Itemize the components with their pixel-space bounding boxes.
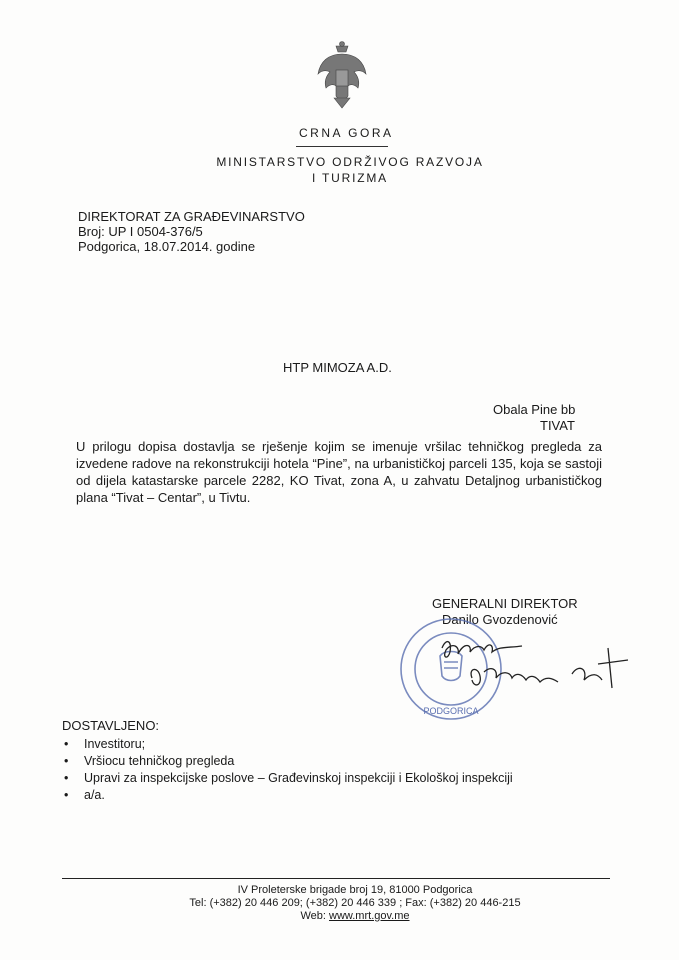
website-link[interactable]: www.mrt.gov.me — [329, 910, 410, 922]
directorate-name: DIREKTORAT ZA GRAĐEVINARSTVO — [78, 209, 305, 224]
list-item: • Vršiocu tehničkog pregleda — [62, 753, 513, 770]
handwritten-signature — [412, 628, 642, 718]
stamp-label: PODGORICA — [423, 706, 479, 716]
ministry-line-1: MINISTARSTVO ODRŽIVOG RAZVOJA — [216, 155, 484, 169]
signatory-title: GENERALNI DIREKTOR — [432, 596, 578, 611]
footer-web — [150, 910, 560, 923]
footer-phones: Tel: (+382) 20 446 209; (+382) 20 446 339 ; Fax: (+382) 20 446-215 — [189, 897, 521, 909]
header-divider — [296, 146, 388, 147]
footer — [150, 884, 560, 923]
recipient-address-line-1: Obala Pine bb — [493, 402, 576, 417]
ministry-name — [205, 154, 495, 186]
list-item: • a/a. — [62, 787, 513, 804]
signatory-name: Danilo Gvozdenović — [442, 612, 558, 627]
footer-web-label: Web: — [300, 910, 326, 922]
place-date: Podgorica, 18.07.2014. godine — [78, 239, 256, 254]
recipient-address-line-2: TIVAT — [540, 418, 575, 433]
document-number: Broj: UP I 0504-376/5 — [78, 224, 203, 239]
reference-block — [78, 209, 305, 254]
ministry-line-2: I TURIZMA — [312, 171, 388, 185]
letter-body: U prilogu dopisa dostavlja se rješenje kojim se imenuje vršilac tehničkog pregleda za izvedene radove na rekonstrukciji hotela “Pine”, na urbanističkoj parceli 135, koja se sastoji od dijela katastarske parcele 2282, KO Tivat, zona A, u zahvatu Detaljnog urbanističkog plana “Tivat – Centar”, u Tivtu. — [76, 439, 602, 505]
coat-of-arms-logo — [316, 40, 368, 110]
country-title: CRNA GORA — [299, 126, 394, 140]
list-item: • Upravi za inspekcijske poslove – Građevinskoj inspekciji i Ekološkoj inspekciji — [62, 770, 513, 787]
footer-address: IV Proleterske brigade broj 19, 81000 Podgorica — [237, 884, 473, 896]
list-item: • Investitoru; — [62, 736, 513, 753]
distribution-heading: DOSTAVLJENO: — [62, 718, 160, 733]
recipient-name: HTP MIMOZA A.D. — [283, 360, 392, 375]
distribution-list — [62, 736, 513, 804]
footer-divider — [62, 878, 610, 879]
